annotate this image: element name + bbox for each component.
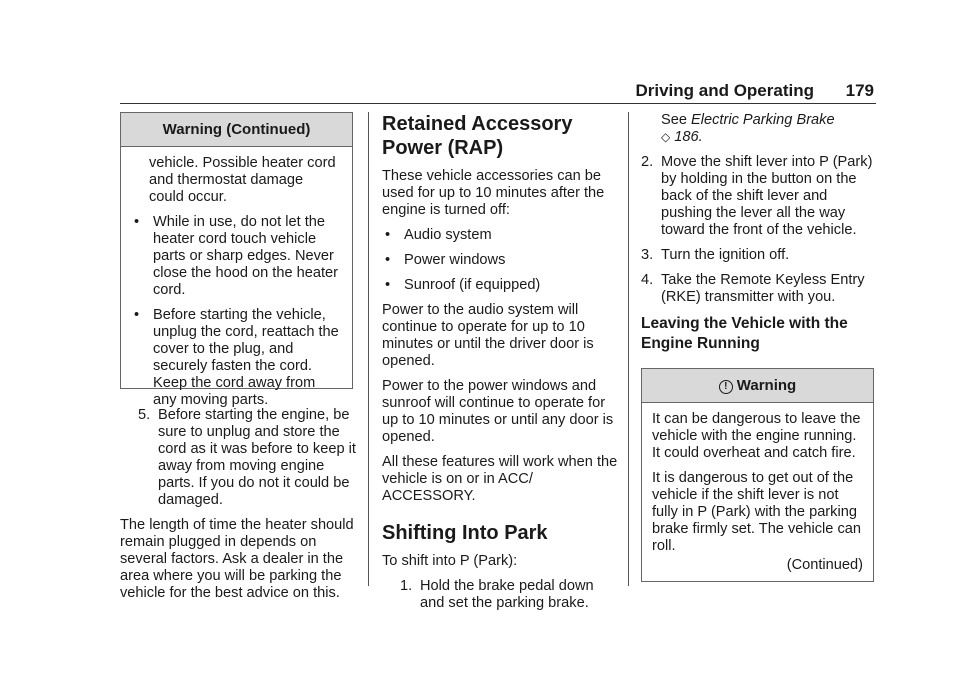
warning-circle-icon: ! <box>719 380 733 394</box>
column-middle <box>382 112 618 620</box>
warning-box-header <box>642 369 873 403</box>
page-reference-arrow-icon: ◇ <box>661 130 671 144</box>
step-5 <box>120 407 356 509</box>
bullet-dot: • <box>385 227 391 243</box>
see-page-number[interactable]: 186 <box>674 129 699 145</box>
rap-bullet <box>382 277 618 294</box>
cross-reference: See Electric Parking Brake ◇ 186. <box>661 112 835 145</box>
rap-heading: Retained Accessory Power (RAP) <box>382 113 573 159</box>
column-divider-1 <box>368 112 369 586</box>
rap-features-paragraph: All these features will work when the vehicle is on or in ACC/ ACCESSORY. <box>382 454 618 504</box>
rap-audio-paragraph: Power to the audio system will continue to operate for up to 10 minutes or until the driver door is opened. <box>382 302 594 369</box>
step-1 <box>382 578 618 612</box>
warning-box-title: Warning <box>736 377 797 394</box>
step-text: Turn the ignition off. <box>661 247 790 263</box>
warning-bullet-text: While in use, do not let the heater cord touch vehicle parts or sharp edges. Never close the hood on the heater cord. <box>153 214 338 298</box>
rap-bullet-text: Power windows <box>404 252 506 268</box>
step-4 <box>641 272 877 306</box>
leaving-heading: Leaving the Vehicle with the Engine Running <box>641 315 848 352</box>
column-right <box>641 112 877 582</box>
page-number: 179 <box>845 81 874 100</box>
warning-box <box>641 368 874 582</box>
bullet-dot: • <box>385 252 391 268</box>
warning-bullet <box>131 214 342 299</box>
bullet-dot: • <box>385 277 391 293</box>
warning-box-continued <box>120 112 353 408</box>
warning-box-body <box>642 403 873 581</box>
warning-bullet <box>131 307 342 409</box>
step-number: 5. <box>138 407 151 423</box>
closing-paragraph: The length of time the heater should remain plugged in depends on several factors. Ask a dealer in the area where you will be parking the vehicle for the best advice on this. <box>120 517 354 601</box>
bullet-dot: • <box>134 307 140 323</box>
section-title: Driving and Operating <box>635 81 814 100</box>
rap-bullet <box>382 227 618 244</box>
park-intro: To shift into P (Park): <box>382 553 518 569</box>
step-text: Before starting the engine, be sure to unplug and store the cord as it was before to keep it away from moving engine parts. If you do not it could be damaged. <box>158 407 356 508</box>
rap-bullet-text: Audio system <box>404 227 492 243</box>
step-number: 3. <box>641 247 654 263</box>
warning-paragraph: It can be dangerous to leave the vehicle with the engine running. It could overheat and catch fire. <box>652 411 861 461</box>
step-text: Hold the brake pedal down and set the parking brake. <box>420 578 594 611</box>
step-number: 4. <box>641 272 654 288</box>
step-number: 1. <box>400 578 413 594</box>
rap-intro: These vehicle accessories can be used for up to 10 minutes after the engine is turned off: <box>382 168 605 218</box>
column-left <box>120 112 356 610</box>
continued-label: (Continued) <box>786 557 863 573</box>
warning-paragraph: It is dangerous to get out of the vehicle if the shift lever is not fully in P (Park) with the parking brake firmly set. The vehicle can roll. <box>652 470 861 554</box>
rap-bullet-text: Sunroof (if equipped) <box>404 277 541 293</box>
step-3 <box>641 247 877 264</box>
warning-box-body <box>121 147 352 424</box>
page-header <box>120 80 876 104</box>
bullet-dot: • <box>134 214 140 230</box>
warning-lead-text: vehicle. Possible heater cord and thermostat damage could occur. <box>149 155 336 205</box>
column-divider-2 <box>628 112 629 586</box>
step-number: 2. <box>641 154 654 170</box>
see-prefix: See <box>661 112 687 128</box>
step-2 <box>641 154 877 239</box>
park-heading: Shifting Into Park <box>382 522 548 544</box>
warning-box-title: Warning (Continued) <box>121 113 352 147</box>
step-text: Take the Remote Keyless Entry (RKE) transmitter with you. <box>661 272 865 305</box>
rap-windows-paragraph: Power to the power windows and sunroof will continue to operate for up to 10 minutes or until any door is opened. <box>382 378 614 445</box>
warning-bullet-text: Before starting the vehicle, unplug the cord, reattach the cover to the plug, and securely fasten the cord. Keep the cord away from any moving parts. <box>153 307 339 408</box>
rap-bullet <box>382 252 618 269</box>
step-text: Move the shift lever into P (Park) by holding in the button on the back of the shift lever and pushing the lever all the way toward the front of the vehicle. <box>661 154 873 238</box>
see-reference-link[interactable]: Electric Parking Brake <box>691 112 835 128</box>
